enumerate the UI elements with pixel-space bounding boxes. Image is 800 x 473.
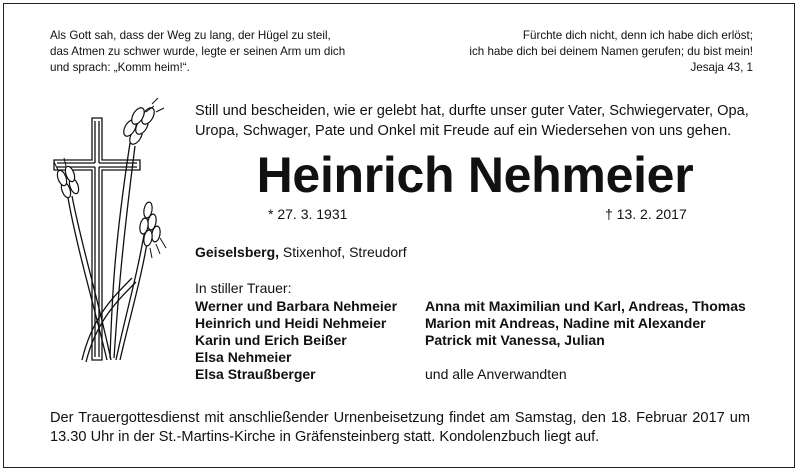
mourner-name: Werner und Barbara Nehmeier xyxy=(195,298,398,314)
quote-right-line: Fürchte dich nicht, denn ich habe dich erlöst; xyxy=(522,29,753,42)
place-rest: Stixenhof, Streudorf xyxy=(279,244,407,260)
quote-right xyxy=(423,28,753,76)
cross-with-wheat-icon xyxy=(52,98,182,368)
quote-left xyxy=(50,28,390,76)
quote-left-line: das Atmen zu schwer wurde, legte er seinen Arm um dich xyxy=(50,45,346,58)
mourner-name: Elsa Straußberger xyxy=(195,366,316,382)
quote-left-line: und sprach: „Komm heim!“. xyxy=(50,61,190,74)
mourners-left-list xyxy=(195,298,420,383)
bible-reference: Jesaja 43, 1 xyxy=(690,61,753,74)
quote-left-line: Als Gott sah, dass der Weg zu lang, der Hügel zu steil, xyxy=(50,29,331,42)
mourner-name: Anna mit Maximilian und Karl, Andreas, Thomas xyxy=(425,298,746,314)
service-text: Der Trauergottesdienst mit anschließender Urnenbeisetzung findet am Samstag, den 18. Februar 2017 um 13.30 Uhr in der St.-Martins-Kirche in Gräfensteinberg statt. Kondolenzbuch liegt auf. xyxy=(50,410,750,445)
place-line xyxy=(195,243,407,261)
intro-text: Still und bescheiden, wie er gelebt hat, durfte unser guter Vater, Schwiegervater, Opa, Uropa, Schwager, Pate und Onkel mit Freude auf ein Wiedersehen von uns gehen. xyxy=(195,103,749,139)
mourner-name: Marion mit Andreas, Nadine mit Alexander xyxy=(425,315,706,331)
mourner-name: Karin und Erich Beißer xyxy=(195,332,347,348)
mourner-name: Elsa Nehmeier xyxy=(195,349,292,365)
mourners-right-list xyxy=(425,298,755,383)
mourners-closing: und alle Anverwandten xyxy=(425,366,567,382)
death-date: † 13. 2. 2017 xyxy=(605,206,687,222)
mourners-label: In stiller Trauer: xyxy=(195,280,292,296)
birth-date: * 27. 3. 1931 xyxy=(268,206,348,222)
mourner-name: Heinrich und Heidi Nehmeier xyxy=(195,315,387,331)
mourner-name: Patrick mit Vanessa, Julian xyxy=(425,332,605,348)
place-main: Geiselsberg, xyxy=(195,244,280,260)
quote-right-line: ich habe dich bei deinem Namen gerufen; du bist mein! xyxy=(469,45,753,58)
deceased-name: Heinrich Nehmeier xyxy=(256,147,694,203)
